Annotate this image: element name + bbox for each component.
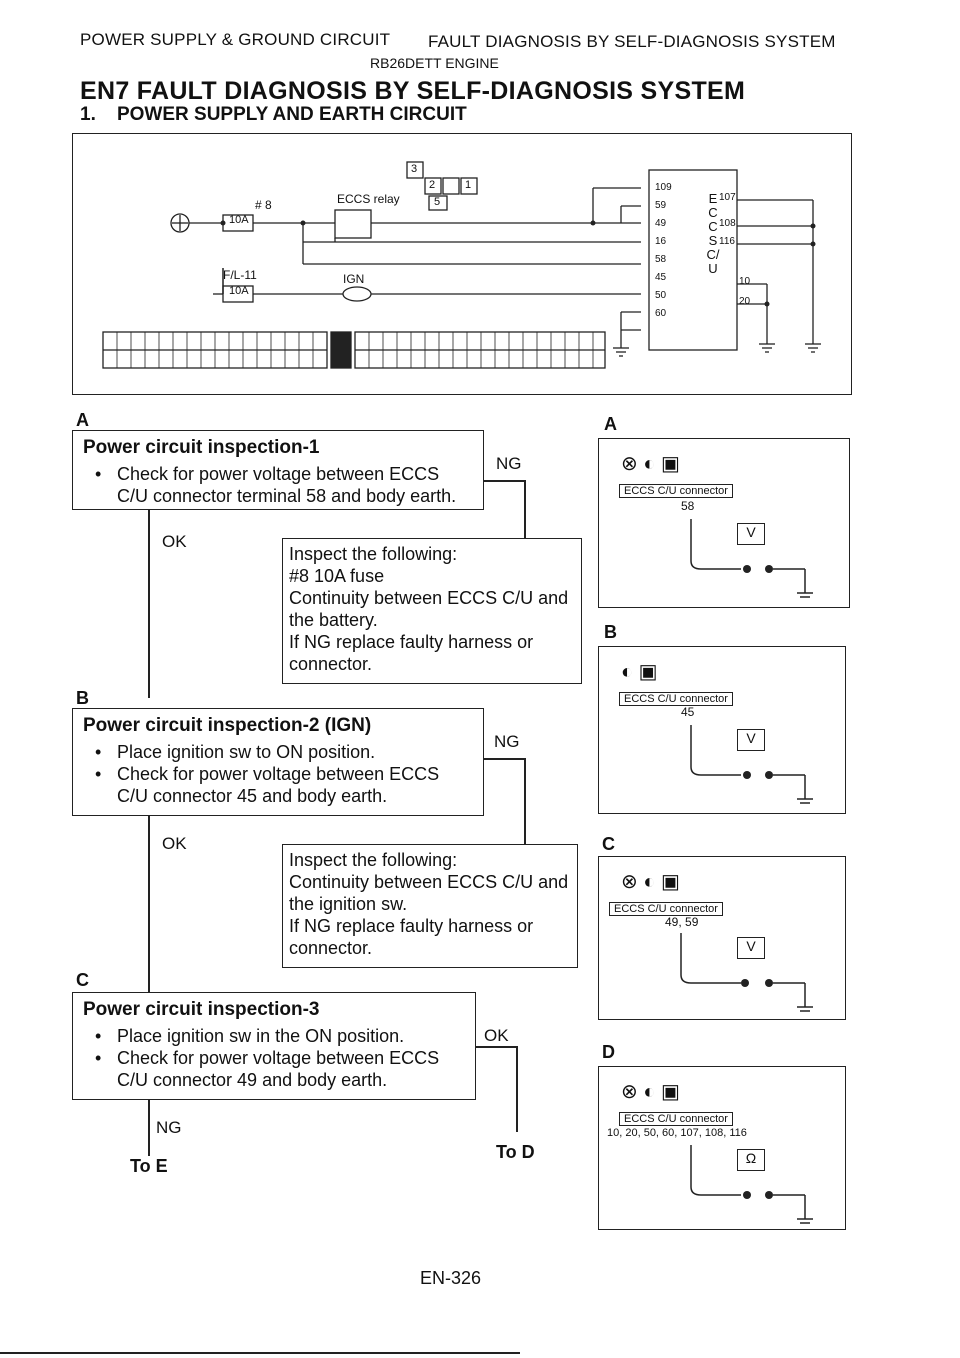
- connector-icon: ⊗ ◐ ▣: [621, 453, 680, 475]
- page-subtitle: 1. POWER SUPPLY AND EARTH CIRCUIT: [80, 104, 467, 125]
- section-b-step: • Place ignition sw to ON position.: [83, 741, 473, 763]
- ng-box-line: #8 10A fuse: [289, 566, 385, 586]
- ng-box-line: Continuity between ECCS C/U and the ignition sw.: [289, 872, 569, 914]
- section-c-step: • Check for power voltage between ECCS C/U connector 49 and body earth.: [83, 1047, 465, 1091]
- ecu-left-pins: [655, 179, 685, 323]
- ecu-label: ECCS C/U: [706, 191, 720, 276]
- ng-box-line: Continuity between ECCS C/U and the battery.: [289, 588, 569, 630]
- section-b-ng-box: [282, 844, 578, 968]
- connector-label: ECCS C/U connector: [619, 1112, 733, 1126]
- panel-c: [598, 856, 846, 1020]
- connector-icon: ⊗ ◐ ▣: [621, 1081, 680, 1103]
- meter-wiring: [659, 929, 839, 1019]
- section-b-ok-label: OK: [162, 834, 187, 853]
- connector-icon: ⊗ ◐ ▣: [621, 871, 680, 893]
- section-b-step: • Check for power voltage between ECCS C/U connector 45 and body earth.: [83, 763, 473, 807]
- section-b-inspection-box: [72, 708, 484, 816]
- ecu-pin: 49: [655, 218, 667, 229]
- ecu-pin: 59: [655, 200, 667, 211]
- connector-label: ECCS C/U connector: [619, 692, 733, 706]
- panel-b: [598, 646, 846, 814]
- ecu-pin: 108: [719, 218, 736, 229]
- voltmeter-icon: V: [737, 729, 765, 751]
- section-a-title: Power circuit inspection-1: [83, 437, 320, 458]
- section-c-title: Power circuit inspection-3: [83, 999, 320, 1020]
- section-a-ok-label: OK: [162, 532, 187, 551]
- connector-label: ECCS C/U connector: [609, 902, 723, 916]
- ecu-pin: 58: [655, 254, 667, 265]
- section-c-step: • Place ignition sw in the ON position.: [83, 1025, 465, 1047]
- meter-wiring: [669, 721, 839, 811]
- ecu-pin: 116: [719, 236, 735, 247]
- fusible-link-rating: 10A: [229, 285, 249, 297]
- section-a-inspection-box: [72, 430, 484, 510]
- section-a-step: • Check for power voltage between ECCS C/U connector terminal 58 and body earth.: [83, 463, 473, 507]
- terminal-pin: 49, 59: [665, 915, 699, 929]
- ecu-pin: 60: [655, 308, 667, 319]
- panel-b-marker: B: [604, 622, 617, 642]
- page-number: EN-326: [420, 1268, 482, 1288]
- fusible-link-label: F/L-11: [223, 268, 257, 282]
- section-a-marker: A: [76, 410, 89, 430]
- section-c-ng-label: NG: [156, 1118, 182, 1137]
- panel-d: [598, 1066, 846, 1230]
- voltmeter-icon: V: [737, 937, 765, 959]
- ecu-pin: 10: [739, 276, 751, 287]
- section-a-ng-box: [282, 538, 582, 684]
- header-section-right: FAULT DIAGNOSIS BY SELF-DIAGNOSIS SYSTEM: [428, 32, 836, 51]
- ng-box-line: Inspect the following:: [289, 850, 458, 870]
- panel-d-marker: D: [602, 1042, 615, 1062]
- panel-a: [598, 438, 850, 608]
- section-c-ok-label: OK: [484, 1026, 509, 1045]
- section-c-marker: C: [76, 970, 89, 990]
- ng-box-line: Inspect the following:: [289, 544, 458, 564]
- ecu-pin: 16: [655, 236, 667, 247]
- fuse-8-label: # 8: [255, 198, 272, 212]
- section-b-ng-label: NG: [494, 732, 520, 751]
- header-section-left: POWER SUPPLY & GROUND CIRCUIT: [80, 30, 391, 49]
- meter-wiring: [669, 1141, 839, 1231]
- relay-label: ECCS relay: [337, 192, 400, 206]
- meter-wiring: [669, 515, 839, 605]
- wiring-diagram: [72, 133, 852, 395]
- section-b-marker: B: [76, 688, 89, 708]
- ng-box-line: If NG replace faulty harness or connector.: [289, 916, 534, 958]
- voltmeter-icon: V: [737, 523, 765, 545]
- terminal-pin: 58: [681, 499, 695, 513]
- section-b-title: Power circuit inspection-2 (IGN): [83, 715, 372, 736]
- to-e-label: To E: [130, 1156, 168, 1176]
- panel-c-marker: C: [602, 834, 615, 854]
- relay-pin-3: 3: [411, 163, 418, 175]
- wiring-schematic: [73, 134, 850, 393]
- terminal-pins: 10, 20, 50, 60, 107, 108, 116: [607, 1127, 747, 1139]
- connector-icon: ◐ ▣: [621, 661, 658, 683]
- ignition-switch-label: IGN: [343, 272, 365, 286]
- terminal-pin: 45: [681, 705, 695, 719]
- relay-pin-2: 2: [429, 179, 436, 191]
- section-c-inspection-box: [72, 992, 476, 1100]
- section-a-ng-label: NG: [496, 454, 522, 473]
- relay-pin-1: 1: [465, 179, 472, 191]
- ohmmeter-icon: Ω: [737, 1149, 765, 1171]
- panel-a-marker: A: [604, 414, 617, 434]
- ecu-pin: 109: [655, 182, 672, 193]
- header-engine: RB26DETT ENGINE: [370, 55, 499, 71]
- to-d-label: To D: [496, 1142, 535, 1162]
- connector-label: ECCS C/U connector: [619, 484, 733, 498]
- fuse-8-rating: 10A: [229, 214, 249, 226]
- ecu-pin: 45: [655, 272, 667, 283]
- relay-pin-5: 5: [434, 196, 441, 208]
- ecu-pin: 107: [719, 192, 736, 203]
- page-title: EN7 FAULT DIAGNOSIS BY SELF-DIAGNOSIS SYSTEM: [80, 77, 746, 105]
- ecu-pin: 20: [739, 296, 751, 307]
- ecu-pin: 50: [655, 290, 667, 301]
- ng-box-line: If NG replace faulty harness or connector.: [289, 632, 534, 674]
